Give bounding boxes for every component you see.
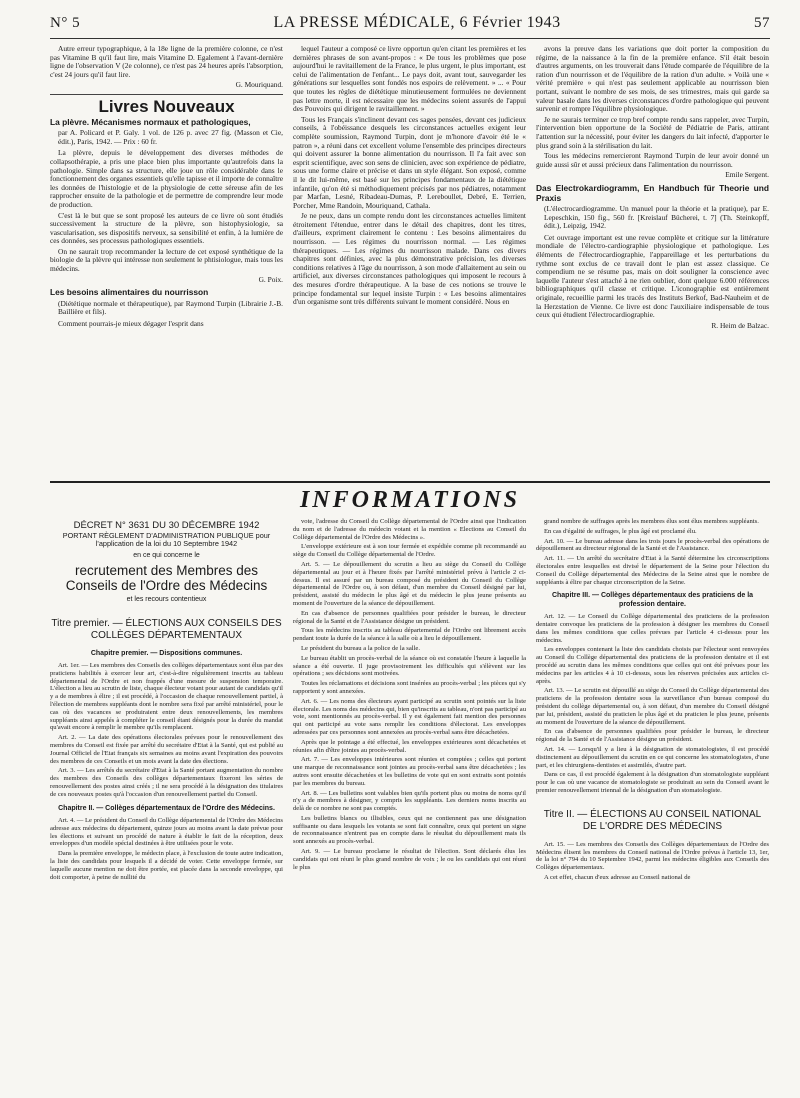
paragraph: Cet ouvrage important est une revue complète et critique sur la littérature mondiale de l'électro-cardiographie physiologique et pathologique. Les éléments de l'électrocardiographie, l'appareillage et les perturbations du rythme sont exclus de ce travail dont le plan est assez classique. Ce compendium ne se résume pas, mais on doit souligner la conscience avec laquelle l'auteur s'est attaché à ne rien oublier, dont quelque 6.000 références bibliographiques qu'il classe et critique. L'iconographie est entièrement originale, recueillie parmi les tracés des Instituts Berkof, Bad-Nauheim et de la Herzstation de Vienne. Ce livre est donc l'auxiliaire indispensable de tous ceux qui étudient l'électrocardiographie. bbox=[536, 232, 769, 320]
article: Art. 1er. — Les membres des Conseils des collèges départementaux sont élus par des praticiens habilités à exercer leur art, c'est-à-dire régulièrement inscrits au tableau départemental de l'Ordre et non frappés d'une mesure de suspension temporaire. L'élection a lieu au scrutin de liste, chaque électeur votant pour autant de candidats qu'il y a de membres à élire ; il est procédé, à l'occasion de chaque renouvellement partiel, à l'élection de membres suppléants dont le nombre sera fixé par arrêté ministériel, pour le cas où des vacances se produiraient entre deux renouvellements, les membres suppléants ainsi appelés à compléter le conseil étant désignés pour la durée du mandat qu'avait encore à remplir le membre qu'ils remplacent. bbox=[50, 661, 283, 732]
page-number: 57 bbox=[754, 15, 770, 31]
article: Art. 13. — Le scrutin est dépouillé au siège du Conseil du Collège départemental des praticiens de la profession dentaire sous la surveillance d'un bureau composé du président du collège départemental ou, à son défaut, d'un membre du Conseil désigné par lui, président, assisté du praticien le plus âgé et du praticien le plus jeune, présents au moment de l'ouverture de la séance de dépouillement. bbox=[536, 687, 769, 726]
paragraph: En cas d'égalité de suffrages, le plus âgé est proclamé élu. bbox=[544, 527, 697, 535]
decree-number: DÉCRET N° 3631 DU 30 DÉCEMBRE 1942 bbox=[73, 520, 260, 531]
paragraph: Tous les médecins remercieront Raymond Turpin de leur avoir donné un guide aussi sûr et aussi précieux dans l'alimentation du nourrisson. bbox=[536, 151, 769, 169]
paragraph: Le président du bureau a la police de la salle. bbox=[301, 644, 421, 652]
erratum-signature: G. Mouriquand. bbox=[235, 80, 283, 90]
decree-heading bbox=[50, 522, 283, 604]
paragraph: grand nombre de suffrages après les membres élus sont élus membres suppléants. bbox=[544, 518, 759, 525]
bottom-column-2 bbox=[293, 518, 526, 1098]
decree-subtitle: PORTANT RÈGLEMENT D'ADMINISTRATION PUBLIQUE pour l'application de la loi du 10 Septembre 1942 bbox=[62, 530, 271, 549]
paragraph: lequel l'auteur a composé ce livre opportun qu'en citant les premières et les dernières phrases de son avant-propos : « De tous les problèmes que pose aujourd'hui le ravitaillement de la France, le plus urgent, le plus important, est celui de l'alimentation de l'enfant... Le pays doit, avant tout, sauvegarder les générations sur lesquelles sont fondés nos espoirs de relèvement. » ... « Pour que toutes les règles de diététique minutieusement formulées ne deviennent pas lettre morte, il est nécessaire que les médecins soient assurés de l'appui des Pouvoirs qui dirigent le ravitaillement. » bbox=[293, 45, 526, 114]
article: Art. 5. — Le dépouillement du scrutin a lieu au siège du Conseil du Collège départemental au jour et à l'heure fixés par l'arrêté ministériel prévu à l'article 2 ci-dessus. Il est assuré par un bureau composé du président du Conseil du Collège départemental de l'Ordre ou, à son défaut, d'un membre du Conseil désigné par lui, président, assisté du médecin le plus âgé et du médecin le plus jeune présents au moment de l'ouverture de la séance de dépouillement. bbox=[293, 560, 526, 607]
article: Art. 8. — Les bulletins sont valables bien qu'ils portent plus ou moins de noms qu'il n'y a de membres à désigner, y compris les suppléants. Les derniers noms inscrits au delà de ce nombre ne sont pas comptés. bbox=[293, 789, 526, 813]
title-two: Titre II. — ÉLECTIONS AU CONSEIL NATIONAL DE L'ORDRE DES MÉDECINS bbox=[543, 808, 762, 832]
paragraph: vote, l'adresse du Conseil du Collège départemental de l'Ordre ainsi que l'indication du nom et de l'adresse du médecin votant et la mention « Elections au Conseil du Collège départemental de l'Ordre des Médecins ». bbox=[293, 518, 526, 541]
paragraph: Je ne peux, dans un compte rendu dont les circonstances actuelles limitent étroitement l'étendue, entrer dans le détail des chapitres, dont les titres, d'ailleurs, expriment clairement le contenu : Les besoins alimentaires du nourrisson. — Les régimes du nourrisson normal. — Les régimes thérapeutiques. — Les régimes du nourrisson malade. Dans ces divers chapitres sont définies, avec la plus démonstrative précision, les diverses conditions relatives à l'âge du nourrisson, à son mode d'allaitement au sein ou artificiel, aux diverses circonstances pathologiques qui imposent le recours à des mesures d'ordre thérapeutique. A la base de ces notions se trouve le principe fondamental sur lequel insiste Turpin : « Les besoins alimentaires d'un organisme sont très différents suivant le moment considéré. Nous en bbox=[293, 211, 526, 307]
article: Art. 11. — Un arrêté du secrétaire d'Etat à la Santé détermine les circonscriptions électorales entre lesquelles est divisé le département de la Seine pour l'élection du Conseil du Collège départemental des Médecins de la Seine ainsi que le nombre de suppléants à élire par chaque circonscription de la Seine. bbox=[536, 555, 769, 586]
paragraph: Toutes les réclamations et décisions sont insérées au procès-verbal ; les pièces qui s'y rapportent y sont annexées. bbox=[293, 680, 526, 695]
paragraph: En cas d'absence de personnes qualifiées pour présider le bureau, le directeur régional de la Santé et de l'Assistance désigne un président. bbox=[293, 609, 526, 625]
article: Art. 12. — Le Conseil du Collège départemental des praticiens de la profession dentaire convoque les praticiens de la profession à désigner les membres du Conseil dans les mêmes conditions que celles prévues par l'article 4 ci-dessus pour les médecins. bbox=[536, 613, 769, 644]
erratum-text: Autre erreur typographique, à la 18e ligne de la première colonne, ce n'est pas Vitamine B qu'il faut lire, mais Vitamine D. Egalement à l'avant-dernière ligne de l'observation V (2e colonne), ce n'est pas 24 heures après l'absorption, c'est 24 jours qu'il faut lire. bbox=[50, 45, 283, 79]
bottom-column-3 bbox=[536, 518, 769, 1098]
article: Art. 15. — Les membres des Conseils des Collèges départementaux de l'Ordre des Médecins élisent les membres du Conseil national de l'Ordre prévus à l'article 13, 1er, de la loi n° 794 du 10 Septembre 1942, parmi les médecins éligibles aux Conseils des Collèges départementaux. bbox=[536, 840, 769, 872]
column-2 bbox=[293, 45, 526, 473]
paragraph: En cas d'absence de personnes qualifiées pour présider le bureau, le directeur régional de la Santé et de l'Assistance désigne un président. bbox=[536, 728, 769, 744]
article: Art. 7. — Les enveloppes intérieures sont réunies et comptées ; celles qui portent une marque de reconnaissance sont jointes au procès-verbal sans être décachetées ; les autres sont ensuite décachetées et les bulletins de vote qui en sont extraits sont pointés par les membres du bureau. bbox=[293, 756, 526, 787]
column-3 bbox=[536, 45, 769, 473]
book-meta: (L'électrocardiogramme. Un manuel pour la théorie et la pratique), par E. Lepeschkin, 150 fig., 560 fr. [Kreislauf Bücherei, t. 7] (Th. Steinkopff, édit.), Leipzig, 1942. bbox=[544, 204, 769, 231]
paragraph: La plèvre, depuis le développement des diverses méthodes de collapsothérapie, a pris une place bien plus importante qu'autrefois dans la pathologie. Simple dans sa structure, elle joue un rôle considérable dans le fonctionnement des organes essentiels qu'elle tapisse et il importe de connaître les données de l'histologie et de la physiologie de cette séreuse afin de les rapprocher ensuite de la pathologie et de permettre de comprendre leur mode de production. bbox=[50, 148, 283, 209]
top-section bbox=[50, 45, 770, 473]
review-signature: R. Heim de Balzac. bbox=[711, 320, 769, 330]
book-title: La plèvre. Mécanismes normaux et pathologiques, bbox=[50, 116, 251, 127]
paragraph: L'enveloppe extérieure est à son tour fermée et expédiée comme pli recommandé au siège du Conseil du Collège départemental de l'Ordre. bbox=[293, 543, 526, 559]
chapter-heading: Chapitre II. — Collèges départementaux de l'Ordre des Médecins. bbox=[58, 804, 275, 812]
paragraph: On ne saurait trop recommander la lecture de cet exposé synthétique de la biologie de la plèvre qui intéresse non seulement le phtisiologue, mais tous les médecins. bbox=[50, 246, 283, 274]
paragraph: Les enveloppes contenant la liste des candidats choisis par l'électeur sont renvoyées au Conseil du Collège départemental des praticiens de la profession dentaire et il est procédé au scrutin dans les mêmes conditions que celles qui ont été prévues pour les médecins par les articles 4 à 10 ci-dessus, sous les réserves précisées aux articles ci-après. bbox=[536, 646, 769, 685]
decree-concern: en ce qui concerne le bbox=[133, 551, 200, 559]
paragraph: Tous les médecins inscrits au tableau départemental de l'Ordre ont librement accès pendant toute la durée de la séance à la salle où a lieu le dépouillement. bbox=[293, 627, 526, 643]
paragraph: C'est là le but que se sont proposé les auteurs de ce livre où sont étudiés successivement la structure de la plèvre, son histophysiologie, sa vascularisation, ses dispositifs nerveux, sa sensibilité et enfin, à la lumière de ces données, ses processus pathologiques essentiels. bbox=[50, 210, 283, 246]
bottom-column-1 bbox=[50, 518, 283, 1098]
column-1 bbox=[50, 45, 283, 473]
journal-title-date: LA PRESSE MÉDICALE, 6 Février 1943 bbox=[273, 14, 561, 31]
decree-appeals: et les recours contentieux bbox=[126, 595, 207, 603]
book-title: Les besoins alimentaires du nourrisson bbox=[50, 287, 209, 298]
article: Art. 10. — Le bureau adresse dans les trois jours le procès-verbal des opérations de dépouillement au directeur régional de la Santé et de l'Assistance. bbox=[536, 537, 769, 553]
decree-title: recrutement des Membres des Conseils de l'Ordre des Médecins bbox=[65, 562, 268, 593]
book-meta: (Diététique normale et thérapeutique), par Raymond Turpin (Librairie J.-B. Baillière et fils). bbox=[58, 298, 283, 317]
paragraph: Tous les Français s'inclinent devant ces sages pensées, devant ces judicieux conseils, à l'obéissance desquels les circonstances actuelles exigent leur complète soumission, Raymond Turpin, dont je m'honore d'avoir été le « patron », a réuni dans cet excellent volume l'ensemble des principes directeurs qui doivent assurer la bonne alimentation du nourrisson. Il l'a fait avec son esprit scientifique, avec son sens de clinicien, avec son expérience de pédiatre, sous une forme claire et précise et dans un style élégant. Son exposé, comme il le dit lui-même, est basé sur les principes fondamentaux de la diététique infantile, qu'on été si méthodiquement précisés par nos pédiatres, notamment par Marfan, Lesné, Ribadeau-Dumas, P. Lereboullet, Debré, E. Terrien, Porcher, Mme Randoin, Mouriquand, Cathala. bbox=[293, 114, 526, 210]
book-title: Das Electrokardiogramm, En Handbuch für Theorie und Praxis bbox=[536, 182, 769, 203]
section-rule bbox=[50, 94, 283, 95]
section-title: Livres Nouveaux bbox=[98, 96, 235, 116]
article: Art. 9. — Le bureau proclame le résultat de l'élection. Sont déclarés élus les candidats qui ont réuni le plus grand nombre de voix ; le ou les candidats qui ont réuni le plus bbox=[293, 848, 526, 871]
journal-page bbox=[50, 14, 770, 1074]
paragraph: Dans ce cas, il est procédé également à la désignation d'un stomatologiste suppléant pour le cas où une vacance de stomatologiste se produirait au sein du Conseil avant le premier renouvellement triennal de la désignation d'un stomatologiste. bbox=[536, 771, 769, 794]
informations-band bbox=[50, 481, 770, 514]
bottom-section bbox=[50, 518, 770, 1098]
issue-number: N° 5 bbox=[50, 15, 81, 31]
review-signature: Emile Sergent. bbox=[725, 170, 769, 180]
paragraph: A cet effet, chacun d'eux adresse au Conseil national de bbox=[544, 873, 691, 881]
informations-title: INFORMATIONS bbox=[299, 487, 521, 513]
paragraph: Les bulletins blancs ou illisibles, ceux qui ne contiennent pas une désignation suffisante ou dans lesquels les votants se sont fait connaître, ceux qui portent un signe de reconnaissance n'entrent pas en compte dans le résultat du dépouillement mais ils sont annexés au procès-verbal. bbox=[293, 814, 526, 846]
chapter-heading: Chapitre premier. — Dispositions communes. bbox=[90, 649, 243, 657]
header-rule bbox=[50, 38, 770, 39]
paragraph: Après que le pointage a été effectué, les enveloppes extérieures sont décachetées et réunies afin d'être jointes au procès-verbal. bbox=[293, 738, 526, 754]
review-signature: G. Poix. bbox=[258, 274, 283, 284]
title-one: Titre premier. — ÉLECTIONS AUX CONSEILS DES COLLÈGES DÉPARTEMENTAUX bbox=[51, 617, 282, 641]
article: Art. 6. — Les noms des électeurs ayant participé au scrutin sont pointés sur la liste électorale. Les noms des médecins qui, bien qu'inscrits au tableau, n'ont pas participé au vote, sont mentionnés au procès-verbal. Il y est également fait mention des personnes qui ont participé au vote sans remplir les conditions d'électorat. Les enveloppes adressées par ces personnes sont annexées au procès-verbal sans être décachetées. bbox=[293, 697, 526, 736]
article: Art. 14. — Lorsqu'il y a lieu à la désignation de stomatologistes, il est procédé distinctement au dépouillement du scrutin en ce qui concerne les stomatologistes, d'une part, et les chirurgiens-dentistes et assimilés, d'autre part. bbox=[536, 745, 769, 769]
article: Art. 3. — Les arrêtés du secrétaire d'Etat à la Santé portant augmentation du nombre des membres des Conseils des collèges départementaux fixeront les séries de renouvellement des postes ainsi créés ; il ne sera procédé à la désignation des titulaires de ces nouveaux postes qu'à l'occasion d'un renouvellement partiel du Conseil. bbox=[50, 767, 283, 798]
book-meta: par A. Policard et P. Galy. 1 vol. de 126 p. avec 27 fig. (Masson et Cie, édit.), Paris, 1942. — Prix : 60 fr. bbox=[58, 128, 283, 146]
article: Art. 2. — La date des opérations électorales prévues pour le renouvellement des membres du Conseil est fixée par arrêté du secrétaire d'Etat à la Santé, qui est publié au Journal Officiel de l'Etat français six semaines au moins avant l'expiration des pouvoirs des membres de ces Conseils et un mois avant la date des élections. bbox=[50, 734, 283, 765]
chapter-heading: Chapitre III. — Collèges départementaux des praticiens de la profession dentaire. bbox=[551, 592, 754, 608]
paragraph: avons la preuve dans les variations que doit porter la composition du régime, de la naissance à la fin de la première enfance. S'il était besoin d'autres arguments, on les trouverait dans l'étude comparée de l'équilibre de la ration d'un nourrisson et de l'équilibre de la ration d'un adulte. » Voilà une « vérité première » qui n'est pas seulement applicable au nourrisson bien portant, suivant le nombre de ses mois, de ses trimestres, mais qui garde sa valeur basale dans les diverses circonstances d'ordre pathologique qui peuvent survenir et rompre l'équilibre physiologique. bbox=[536, 45, 769, 114]
paragraph: Je ne saurais terminer ce trop bref compte rendu sans rappeler, avec Turpin, l'intervention bien opportune de la Société de Pédiatrie de Paris, attirant l'attention sur la nécessité, pour éviter les dangers du lait infecté, d'apporter le plus grand soin à la stérilisation du lait. bbox=[536, 114, 769, 150]
paragraph: Dans la première enveloppe, le médecin place, à l'exclusion de toute autre indication, la liste des candidats pour lesquels il a décidé de voter. Cette enveloppe fermée, sur laquelle aucune mention ne doit être portée, est placée dans la seconde enveloppe, qui doit comporter, à peine de nullité du bbox=[50, 850, 283, 881]
page-header bbox=[50, 14, 770, 36]
paragraph: Le bureau établit un procès-verbal de la séance où est constatée l'heure à laquelle la séance a été ouverte. Il juge provisoirement les difficultés qui s'élèvent sur les opérations ; ses décisions sont motivées. bbox=[293, 654, 526, 678]
paragraph: Comment pourrais-je mieux dégager l'esprit dans bbox=[58, 319, 204, 329]
article: Art. 4. — Le président du Conseil du Collège départemental de l'Ordre des Médecins adresse aux médecins du département, quinze jours au moins avant la date prévue pour les élections et suivant un procédé de nature à établir le fait de la réception, deux enveloppes d'un modèle spécial destinées à être utilisées pour le vote. bbox=[50, 816, 283, 848]
